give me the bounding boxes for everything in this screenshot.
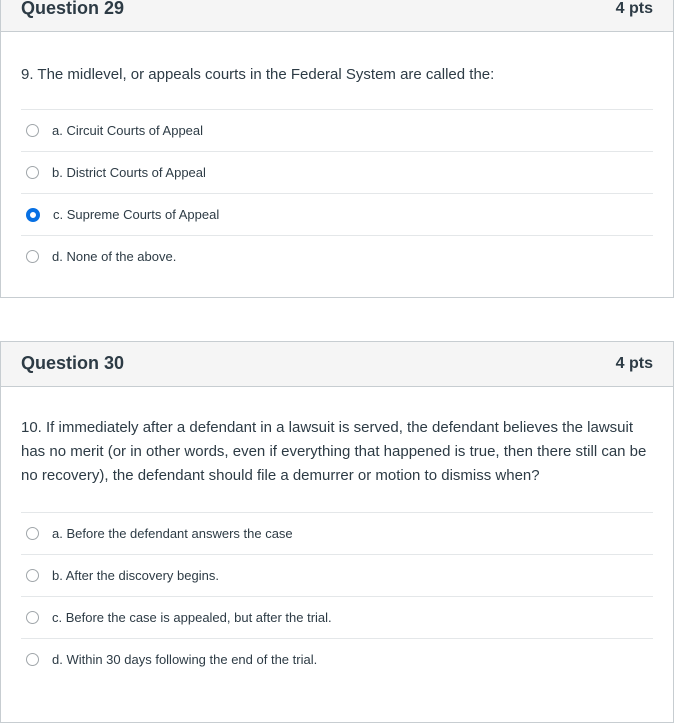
answer-option[interactable]: [21, 639, 653, 680]
answer-label: b. District Courts of Appeal: [52, 165, 206, 180]
question-title: Question 29: [21, 0, 125, 18]
question-title: Question 30: [21, 353, 125, 373]
answer-label: c. Before the case is appealed, but after the trial.: [52, 610, 332, 625]
answer-label: d. Within 30 days following the end of the trial.: [52, 652, 318, 667]
radio-button-icon[interactable]: [26, 124, 39, 137]
answer-option[interactable]: [21, 597, 653, 639]
question-header: [1, 342, 673, 387]
question-body: [1, 416, 673, 680]
question-points: 4 pts: [615, 0, 653, 17]
answer-option[interactable]: [21, 152, 653, 194]
answer-list: [21, 512, 653, 680]
answer-option[interactable]: [21, 236, 653, 277]
question-30-card: [0, 341, 674, 723]
answer-option[interactable]: [21, 194, 653, 236]
answer-label: c. Supreme Courts of Appeal: [53, 207, 220, 222]
radio-button-checked-icon[interactable]: [26, 208, 40, 222]
answer-label: a. Before the defendant answers the case: [52, 526, 293, 541]
answer-label: b. After the discovery begins.: [52, 568, 219, 583]
radio-button-icon[interactable]: [26, 653, 39, 666]
radio-button-icon[interactable]: [26, 611, 39, 624]
radio-button-icon[interactable]: [26, 527, 39, 540]
answer-option[interactable]: [21, 513, 653, 555]
question-header: [1, 0, 673, 32]
question-29-card: [0, 0, 674, 298]
radio-button-icon[interactable]: [26, 569, 39, 582]
answer-label: d. None of the above.: [52, 249, 177, 264]
radio-button-icon[interactable]: [26, 250, 39, 263]
question-body: [1, 63, 673, 277]
answer-list: [21, 109, 653, 277]
radio-button-icon[interactable]: [26, 166, 39, 179]
answer-option[interactable]: [21, 110, 653, 152]
question-text: 9. The midlevel, or appeals courts in the Federal System are called the:: [21, 66, 495, 83]
answer-option[interactable]: [21, 555, 653, 597]
question-text: 10. If immediately after a defendant in a lawsuit is served, the defendant believes the lawsuit has no merit (or in other words, even if everything that happened is true, then there still can be no recovery), the defendant should file a demurrer or motion to dismiss when?: [21, 419, 647, 484]
question-points: 4 pts: [615, 355, 653, 372]
answer-label: a. Circuit Courts of Appeal: [52, 123, 204, 138]
